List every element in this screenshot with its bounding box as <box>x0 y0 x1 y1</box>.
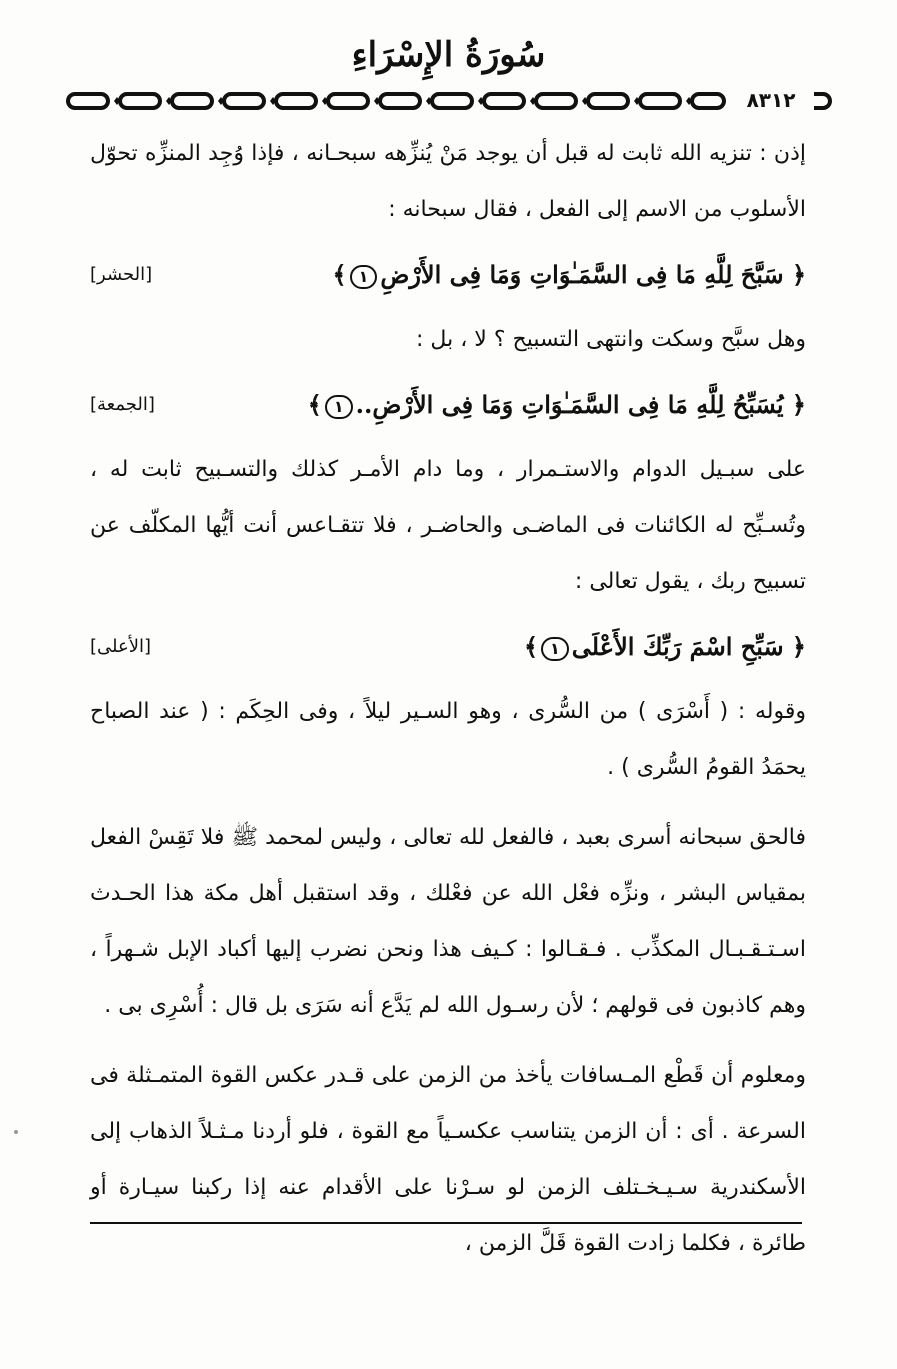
paragraph-5: فالحق سبحانه أسرى بعبد ، فالفعل لله تعالى ، وليس لمحمد ﷺ فلا تَقِسْ الفعل بمقياس البشر ، ونزِّه فعْل الله عن فعْلك ، وقد استقبل أهل مكة هذا الحـدث اسـتـقـبـال المكذِّب . فـقـالوا : كـيف هذا ونحن نضرب إليها أكباد الإبل شـهراً ، وهم كاذبون فى قولهم ؛ لأن رسـول الله لم يَدَّع أنه سَرَى بل قال : أُسْرِى بى . <box>90 825 806 1018</box>
scan-speck <box>14 1130 18 1134</box>
footnote-divider <box>90 1222 802 1224</box>
verse-close-bracket: ﴾ <box>332 260 347 289</box>
surah-reference: [الجمعة] <box>90 394 155 415</box>
page-header <box>0 30 897 115</box>
surah-reference: [الحشر] <box>90 264 153 285</box>
ayah-number-marker: ١ <box>541 637 569 661</box>
verse-close-bracket: ﴾ <box>523 632 539 661</box>
verse-row-3 <box>90 610 806 684</box>
verse-close-bracket: ﴾ <box>307 390 322 419</box>
paragraph-1: إذن : تنزيه الله ثابت له قبل أن يوجد مَنْ يُنزِّهه سبحـانه ، فإذا وُجِد المنزِّه تحوّل الأسلوب من الاسم إلى الفعل ، فقال سبحانه : <box>90 141 806 222</box>
paragraph-2: وهل سبَّح وسكت وانتهى التسبيح ؟ لا ، بل : <box>416 327 806 352</box>
verse-row-1 <box>90 238 806 312</box>
paragraph-6: ومعلوم أن قَطْع المـسافات يأخذ من الزمن على قـدر عكس القوة المتمـثلة فى السرعة . أى : أن الزمن يتناسب عكسـياً مع القوة ، فلو أردنا مـثـلاً الذهاب إلى الأسكندرية سـيـخـتلف الزمن لو سـرْنا على الأقدام عنه إذا ركبنا سيـارة أو طائرة ، فكلما زادت القوة قَلَّ الزمن ، <box>90 1063 806 1256</box>
verse-row-2 <box>90 368 806 442</box>
page-body <box>90 126 806 1272</box>
ayah-number-marker: ١ <box>350 265 378 289</box>
surah-title: سُورَةُ الإِسْرَاءِ <box>351 35 546 75</box>
quran-verse-3 <box>524 610 806 684</box>
paragraph-3: على سبـيل الدوام والاستـمرار ، وما دام الأمـر كذلك والتسـبيح ثابت له ، وتُسـبِّح له الكائنات فى الماضـى والحاضـر ، فلا تتقـاعس أنت أيُّها المكلّف عن تسبيح ربك ، يقول تعالى : <box>90 457 806 594</box>
quran-verse-2 <box>308 368 806 442</box>
verse-text: ﴿ يُسَبِّحُ لِلَّهِ مَا فِى السَّمَـٰوَاتِ وَمَا فِى الأَرْضِ.. <box>355 390 806 419</box>
surah-reference: [الأعلى] <box>90 636 152 657</box>
chain-ornament-icon <box>64 90 834 112</box>
quran-verse-1 <box>333 238 807 312</box>
paragraph-4: وقوله : ( أَسْرَى ) من السُّرى ، وهو السـير ليلاً ، وفى الحِكَم : ( عند الصباح يحمَدُ القومُ السُّرى ) . <box>90 699 806 780</box>
ayah-number-marker: ١ <box>325 395 353 419</box>
verse-text: ﴿ سَبَّحَ لِلَّهِ مَا فِى السَّمَـٰوَاتِ وَمَا فِى الأَرْضِ <box>380 260 806 289</box>
verse-text: ﴿ سَبِّحِ اسْمَ رَبِّكَ الأَعْلَى <box>571 632 806 661</box>
decorative-border <box>64 90 834 112</box>
page-number: ٨٣١٢ <box>728 88 814 112</box>
